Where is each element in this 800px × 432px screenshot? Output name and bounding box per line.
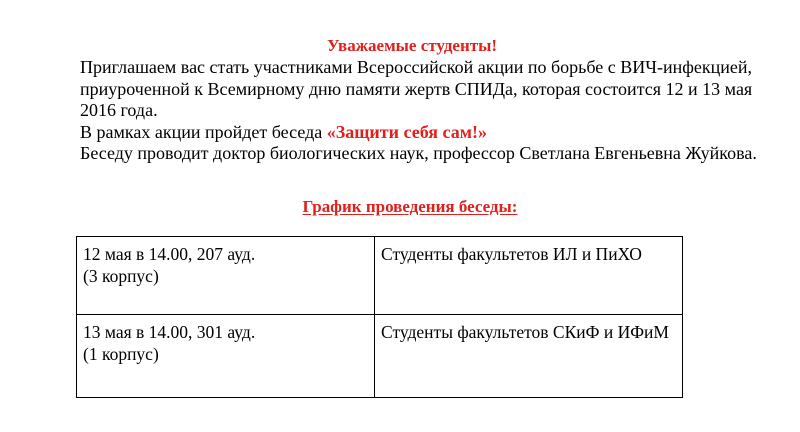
announcement-body	[80, 57, 760, 165]
lecturer-paragraph: Беседу проводит доктор биологических наук, профессор Светлана Евгеньевна Жуйкова.	[80, 143, 757, 163]
schedule-audience-cell	[375, 315, 683, 398]
table-row	[77, 237, 683, 315]
schedule-audience: Студенты факультетов ИЛ и ПиХО	[381, 244, 642, 264]
schedule-when: 13 мая в 14.00, 301 ауд.	[83, 322, 256, 342]
talk-prefix: В рамках акции пройдет беседа	[80, 121, 327, 142]
schedule-time-cell	[77, 237, 375, 315]
schedule-when: 12 мая в 14.00, 207 ауд.	[83, 244, 256, 264]
schedule-building: (3 корпус)	[83, 266, 159, 286]
schedule-building: (1 корпус)	[83, 344, 159, 364]
invite-paragraph: Приглашаем вас стать участниками Всероссийской акции по борьбе с ВИЧ-инфекцией, приуроченной к Всемирному дню памяти жертв СПИДа, которая состоится 12 и 13 мая 2016 года.	[80, 57, 753, 120]
schedule-audience-cell	[375, 237, 683, 315]
schedule-heading: График проведения беседы:	[302, 197, 518, 216]
table-row	[77, 315, 683, 398]
talk-paragraph	[80, 122, 760, 144]
greeting-heading: Уважаемые студенты!	[326, 36, 498, 55]
schedule-audience: Студенты факультетов СКиФ и ИФиМ	[381, 322, 669, 342]
schedule-table	[76, 236, 683, 398]
schedule-time-cell	[77, 315, 375, 398]
talk-title: «Защити себя сам!»	[326, 121, 487, 142]
